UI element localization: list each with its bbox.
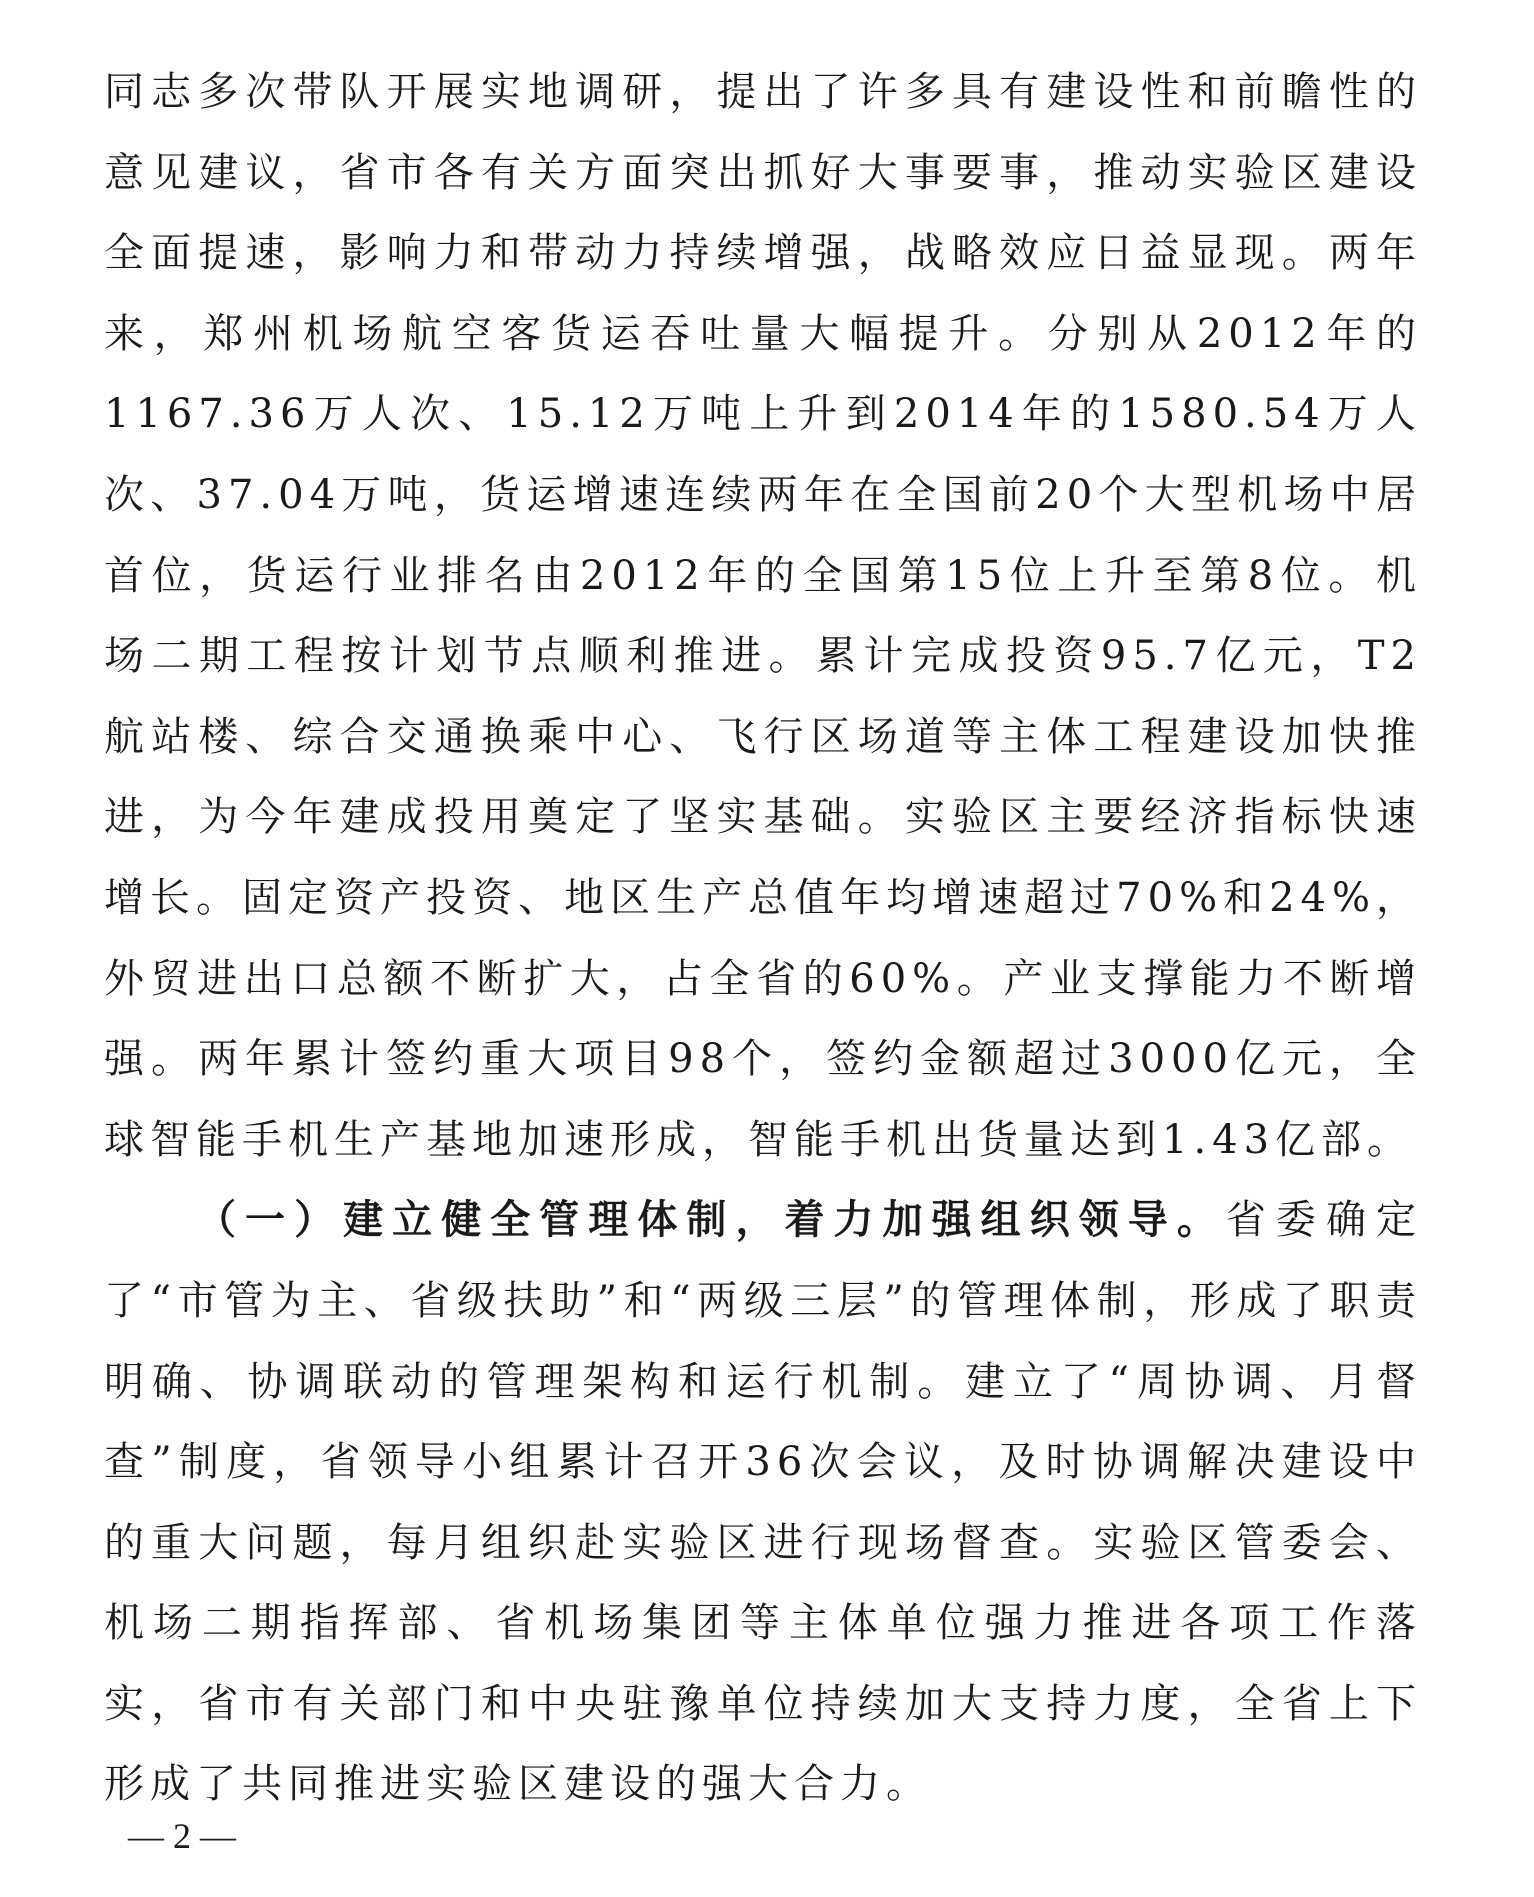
paragraph-continued: 同志多次带队开展实地调研，提出了许多具有建设性和前瞻性的意见建议，省市各有关方面突出抓好大事要事，推动实验区建设全面提速，影响力和带动力持续增强，战略效应日益显现。两年来，郑州机场航空客货运吞吐量大幅提升。分别从2012年的1167.36万人次、15.12万吨上升到2014年的1580.54万人次、37.04万吨，货运增速连续两年在全国前20个大型机场中居首位，货运行业排名由2012年的全国第15位上升至第8位。机场二期工程按计划节点顺利推进。累计完成投资95.7亿元，T2航站楼、综合交通换乘中心、飞行区场道等主体工程建设加快推进，为今年建成投用奠定了坚实基础。实验区主要经济指标快速增长。固定资产投资、地区生产总值年均增速超过70%和24%，外贸进出口总额不断扩大，占全省的60%。产业支撑能力不断增强。两年累计签约重大项目98个，签约金额超过3000亿元，全球智能手机生产基地加速形成，智能手机出货量达到1.43亿部。	[104, 69, 1422, 1163]
page-number: — 2 —	[128, 1816, 236, 1856]
paragraph-section-one	[104, 1180, 1422, 1825]
section-body-text: 省委确定了“市管为主、省级扶助”和“两级三层”的管理体制，形成了职责明确、协调联动的管理架构和运行机制。建立了“周协调、月督查”制度，省领导小组累计召开36次会议，及时协调解决建设中的重大问题，每月组织赴实验区进行现场督查。实验区管委会、机场二期指挥部、省机场集团等主体单位强力推进各项工作落实，省市有关部门和中央驻豫单位持续加大支持力度，全省上下形成了共同推进实验区建设的强大合力。	[104, 1197, 1423, 1808]
document-body	[104, 52, 1422, 1825]
section-heading: （一）建立健全管理体制，着力加强组织领导。	[196, 1197, 1226, 1244]
